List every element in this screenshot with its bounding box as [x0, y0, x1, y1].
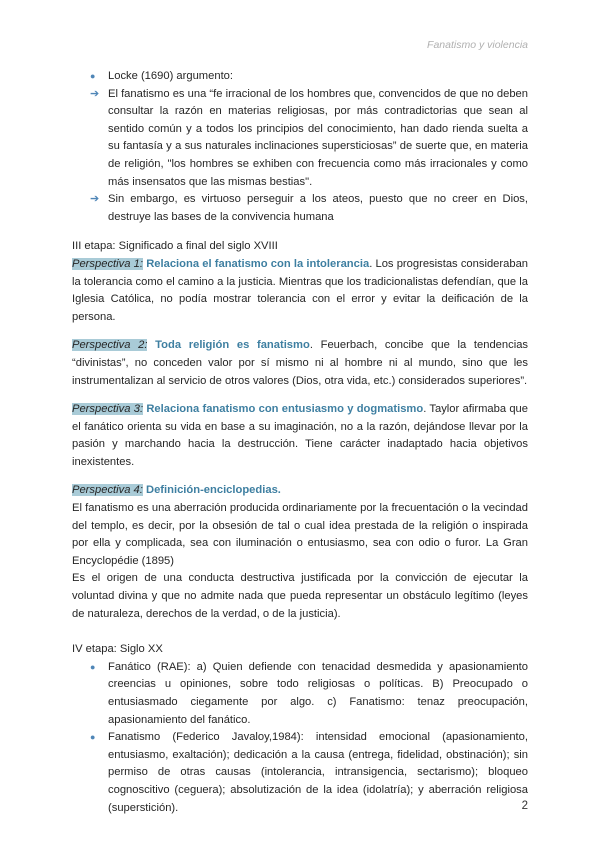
- perspective-title: Toda religión es fanatismo: [155, 339, 310, 352]
- bullet-icon: ●: [90, 71, 96, 81]
- perspective-3: [72, 401, 528, 471]
- perspective-label: Perspectiva 4:: [72, 484, 143, 497]
- section-heading-stage-3: III etapa: Significado a final del siglo XVIII: [72, 240, 278, 253]
- perspective-title: Relaciona fanatismo con entusiasmo y dogmatismo: [146, 403, 424, 416]
- perspective-title: Relaciona el fanatismo con la intolerancia: [146, 257, 370, 270]
- running-header: Fanatismo y violencia: [427, 39, 528, 51]
- list-item-text: Sin embargo, es virtuoso perseguir a los ateos, puesto que no creer en Dios, destruye las bases de la convivencia humana: [108, 193, 528, 223]
- section-heading-stage-4: IV etapa: Siglo XX: [72, 643, 163, 656]
- bullet-icon: ●: [90, 661, 96, 672]
- list-item-text: El fanatismo es una “fe irracional de los hombres que, convencidos de que no deben consultar la razón en materias religiosas, por más contradictorias que sean al sentido común y a todos los principios del conocimiento, han dado rienda suelta a su fantasía y a sus naturales inclinaciones supersticiosas” de suerte que, en materia de religión, "los hombres se exhiben con frecuencia como más irracionales y como más insensatos que las mismas bestias".: [108, 87, 528, 188]
- arrow-right-icon: ➔: [90, 87, 100, 100]
- list-item: [72, 729, 528, 817]
- perspective-label: Perspectiva 3:: [72, 403, 144, 416]
- paragraph: El fanatismo es una aberración producida ordinariamente por la frecuentación o la vecindad del templo, es decir, por la obsesión de tal o cual idea prestada de la religión o inspirada por ella y complicada, sea con iluminación o entusiasmo, sea con odio o furor. La Gran Encyclopédie (1895): [72, 502, 528, 567]
- perspective-2: [72, 337, 528, 390]
- arrow-right-icon: ➔: [90, 193, 100, 206]
- page-body: [72, 68, 528, 817]
- perspective-1: [72, 256, 528, 326]
- perspective-text: . Taylor afirmaba que el fanático orienta su vida en base a su imaginación, no a la razón, dejándose llevar por la pasión y marchando hacia la destrucción. Tiene carácter inadaptado hacia objetivos inexistentes.: [72, 403, 528, 468]
- perspective-text: . Los progresistas consideraban la tolerancia como el camino a la justicia. Mientras que los tradicionalistas defendían, que la Iglesia Católica, no podía mostrar tolerancia con el error y evitar la deificación de la persona.: [72, 257, 529, 323]
- list-item: [72, 86, 528, 192]
- bullet-icon: ●: [90, 732, 96, 743]
- perspective-label: Perspectiva 1:: [72, 257, 143, 270]
- list-item-text: Locke (1690) argumento:: [108, 70, 234, 82]
- perspective-title: Definición-enciclopedias.: [146, 484, 281, 497]
- list-item: [72, 191, 528, 226]
- perspective-label: Perspectiva 2:: [72, 339, 148, 352]
- perspective-4: [72, 482, 528, 500]
- list-item: [72, 659, 528, 729]
- page-number: 2: [521, 800, 528, 812]
- paragraph: Es el origen de una conducta destructiva justificada por la convicción de ejecutar la voluntad divina y que no admite nada que pueda representar un obstáculo legítimo (leyes de naturaleza, derechos de la verdad, o de la justicia).: [72, 572, 528, 620]
- list-item-text: Fanatismo (Federico Javaloy,1984): intensidad emocional (apasionamiento, entusiasmo, exaltación); dedicación a la causa (entrega, fidelidad, obstinación); sin permiso de otras causas (intolerancia, intransigencia, sectarismo); bloqueo cognoscitivo (ceguera); absolutización de la idea (idolatría); y aberración religiosa (superstición).: [108, 731, 528, 814]
- perspective-text: . Feuerbach, concibe que la tendencias “divinistas”, no conceden valor por sí mismo ni al hombre ni al mundo, sino que les instrumentalizan al servicio de otros valores (Dios, otra vida, etc.) considerados superiores”.: [72, 339, 529, 387]
- list-item-text: Fanático (RAE): a) Quien defiende con tenacidad desmedida y apasionamiento creencias u opiniones, sobre todo religiosas o políticas. B) Preocupado o entusiasmado ciegamente por algo. c) Fanatismo: tenaz preocupación, apasionamiento del fanático.: [108, 660, 528, 726]
- list-item: [72, 68, 528, 86]
